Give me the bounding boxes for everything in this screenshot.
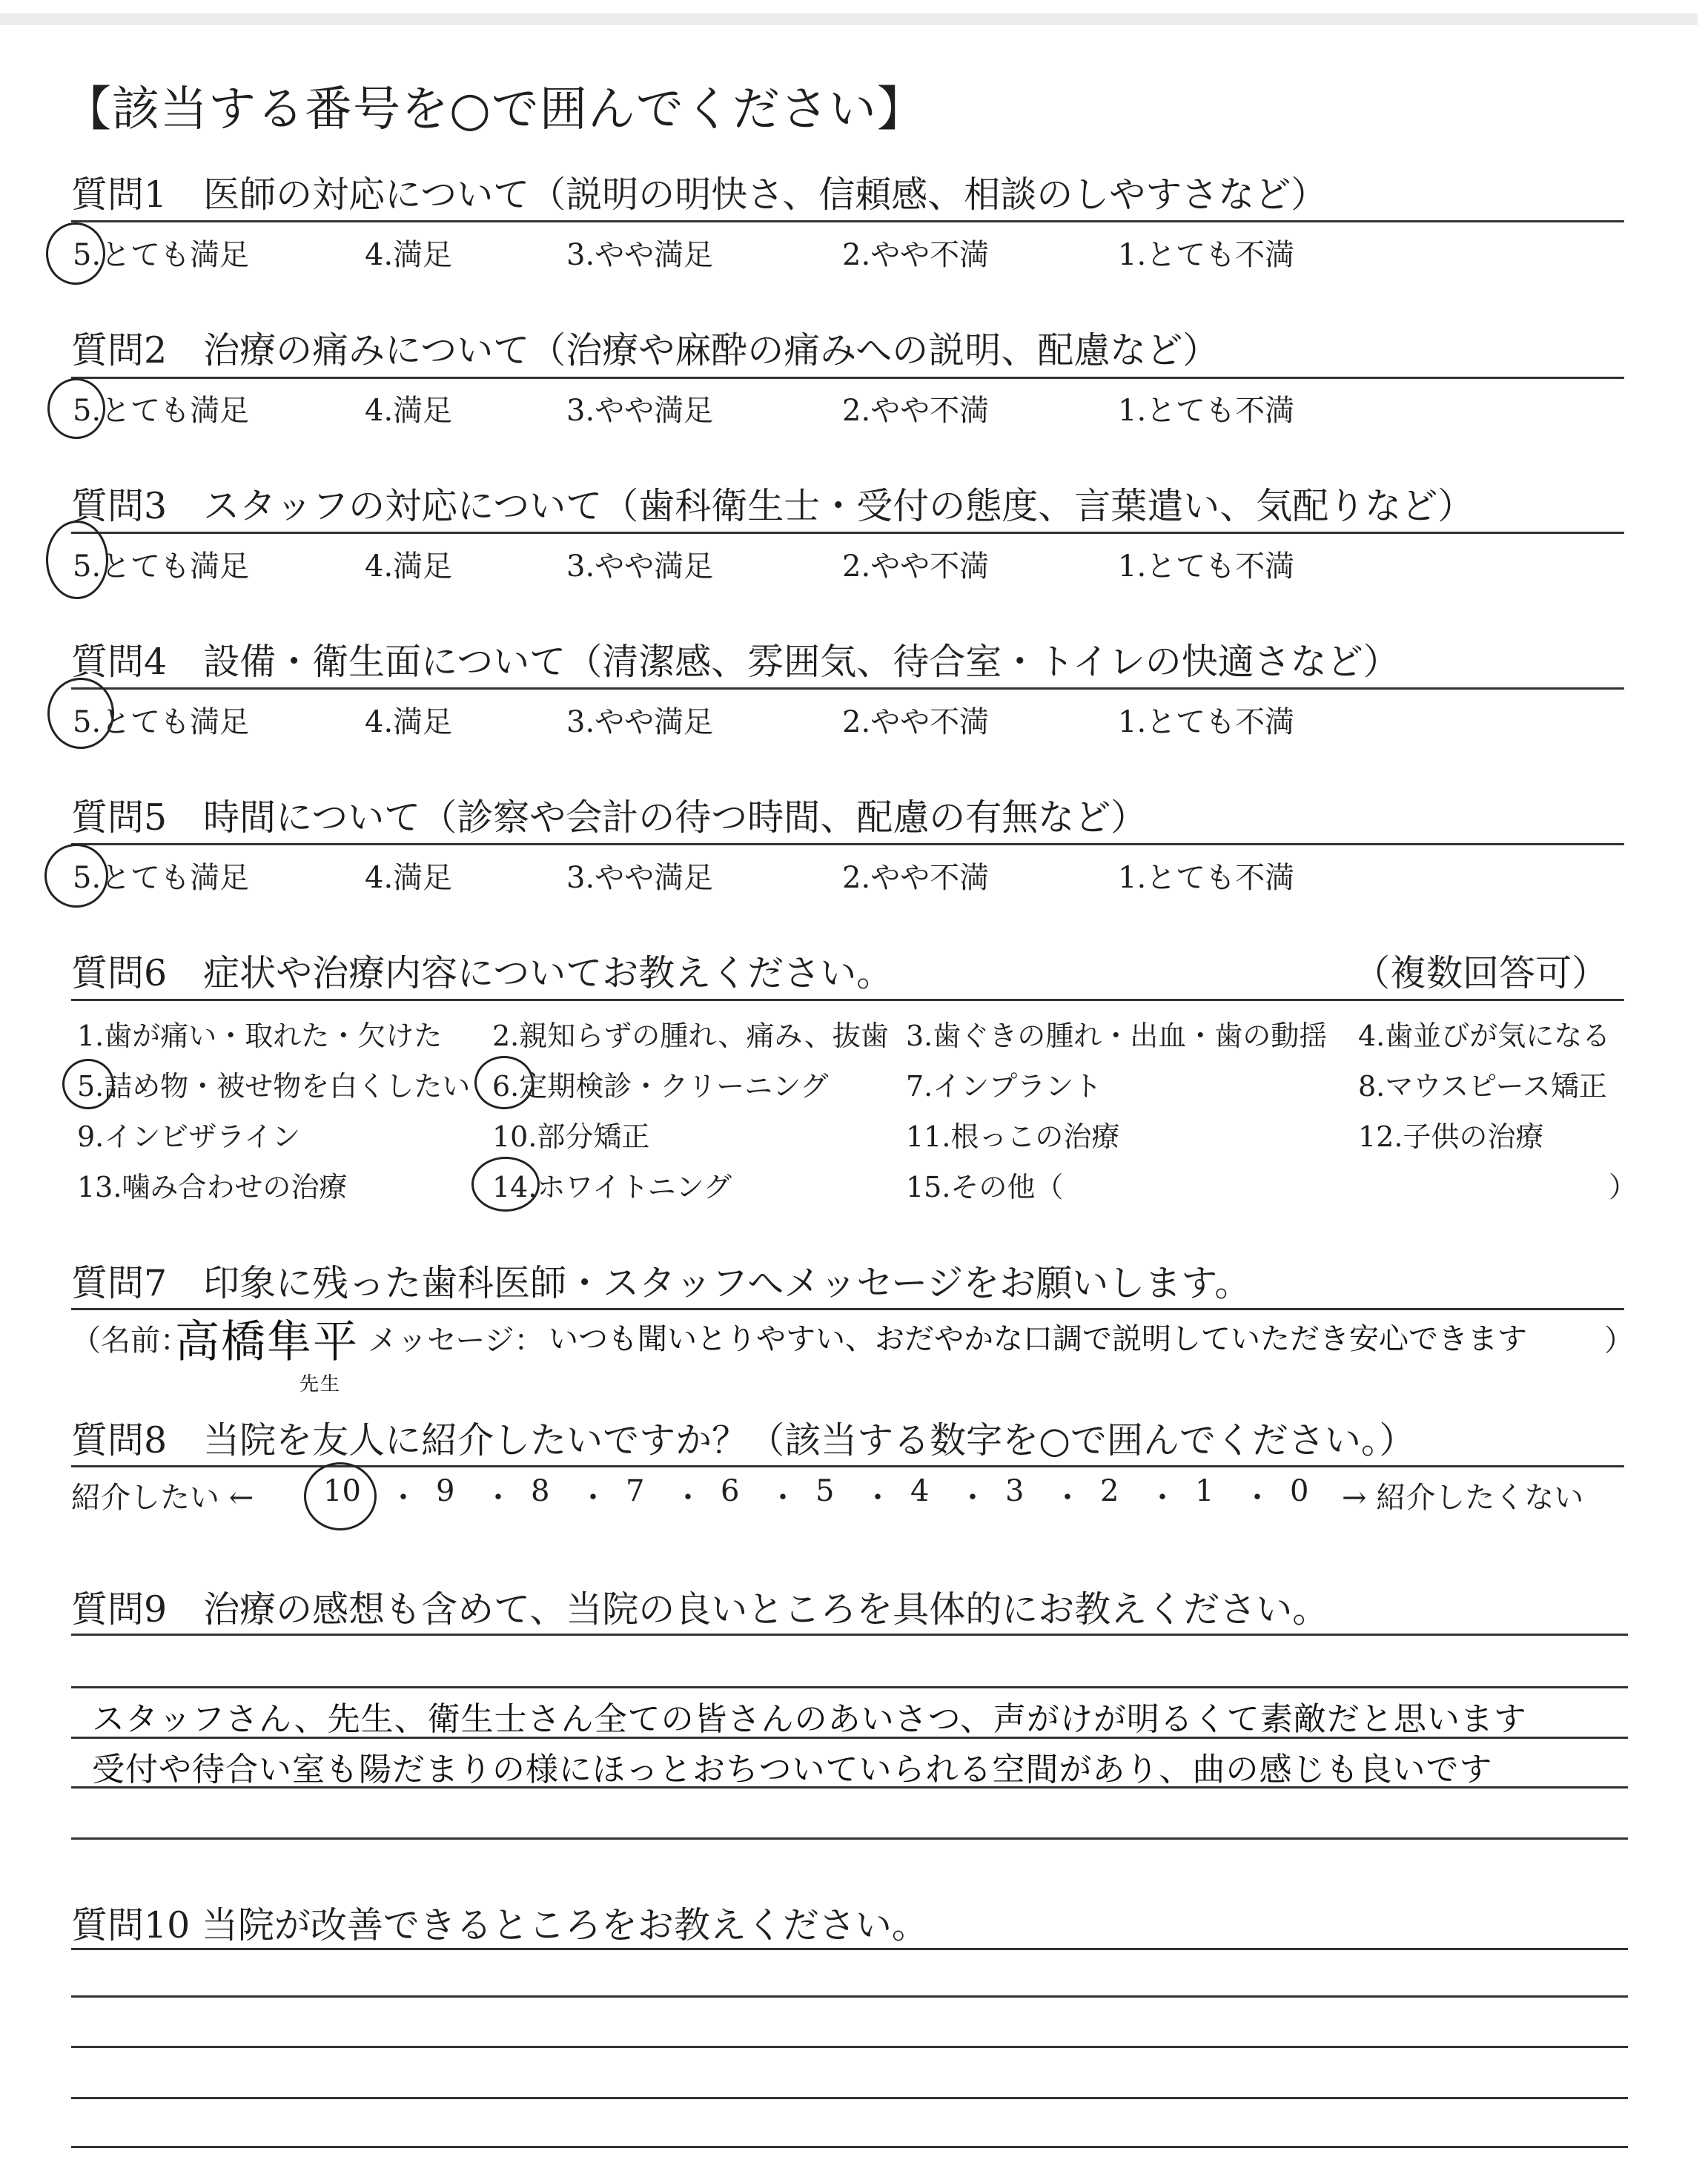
q8-scale-0[interactable]: 0 [1290, 1474, 1309, 1508]
q4-option-2[interactable]: 2.やや不満 [842, 705, 990, 739]
q5-option-5[interactable]: 5.とても満足 [73, 861, 250, 895]
q5-option-4[interactable]: 4.満足 [365, 861, 453, 895]
q9-line-2 [71, 1686, 1628, 1688]
q6-underline [71, 999, 1624, 1001]
q6-title: 質問6 症状や治療内容についてお教えください。 [71, 952, 893, 994]
q8-separator: ・ [578, 1481, 608, 1515]
q8-answer-circle [304, 1462, 377, 1530]
q7-name-handwritten: 高橋隼平 [175, 1316, 359, 1368]
q8-scale-9[interactable]: 9 [436, 1474, 455, 1508]
q2-underline [71, 377, 1624, 379]
q6-item-1[interactable]: 1.歯が痛い・取れた・欠けた [77, 1020, 443, 1052]
q3-answer-circle [46, 521, 108, 599]
q8-title: 質問8 当院を友人に紹介したいですか？（該当する数字を○で囲んでください。） [71, 1419, 1416, 1462]
q10-title: 質問10 当院が改善できるところをお教えください。 [71, 1904, 928, 1946]
q5-option-3[interactable]: 3.やや満足 [566, 861, 714, 895]
q2-answer-circle [47, 378, 105, 439]
q6-item-3[interactable]: 3.歯ぐきの腫れ・出血・歯の動揺 [906, 1020, 1328, 1052]
q8-underline [71, 1465, 1624, 1467]
q6-item-13[interactable]: 13.噛み合わせの治療 [77, 1171, 348, 1203]
q8-separator: ・ [388, 1481, 418, 1515]
q4-answer-circle [47, 678, 114, 749]
q3-title: 質問3 スタッフの対応について（歯科衛生士・受付の態度、言葉遣い、気配りなど） [71, 485, 1474, 527]
q2-option-2[interactable]: 2.やや不満 [842, 394, 990, 428]
q1-underline [71, 220, 1624, 222]
q8-separator: ・ [1053, 1481, 1082, 1515]
q2-option-4[interactable]: 4.満足 [365, 394, 453, 428]
q9-line-1 [71, 1634, 1628, 1636]
q8-scale-5[interactable]: 5 [815, 1474, 835, 1508]
q8-scale-2[interactable]: 2 [1100, 1474, 1119, 1508]
q7-message-label: メッセージ： [368, 1324, 544, 1358]
q5-answer-circle [44, 844, 108, 908]
q2-option-1[interactable]: 1.とても不満 [1118, 394, 1295, 428]
q5-underline [71, 843, 1624, 845]
q8-scale-10[interactable]: 10 [323, 1474, 361, 1508]
q8-separator: ・ [673, 1481, 703, 1515]
q4-title: 質問4 設備・衛生面について（清潔感、雰囲気、待合室・トイレの快適さなど） [71, 641, 1400, 683]
q6-item-9[interactable]: 9.インビザライン [77, 1120, 301, 1153]
page-heading: 【該当する番号を○で囲んでください】 [64, 82, 925, 137]
q10-line-1 [71, 1948, 1628, 1950]
q8-separator: ・ [1242, 1481, 1272, 1515]
q7-close-paren: ） [1604, 1324, 1634, 1358]
q6-item-2[interactable]: 2.親知らずの腫れ、痛み、抜歯 [492, 1020, 889, 1052]
q6-item-15-close: ） [1609, 1171, 1638, 1203]
q1-answer-circle [46, 222, 105, 285]
q1-option-3[interactable]: 3.やや満足 [566, 238, 714, 272]
q2-option-5[interactable]: 5.とても満足 [73, 394, 250, 428]
q6-item-11[interactable]: 11.根っこの治療 [906, 1120, 1120, 1153]
q8-separator: ・ [863, 1481, 893, 1515]
q6-item-14[interactable]: 14.ホワイトニング [492, 1171, 732, 1203]
q5-option-1[interactable]: 1.とても不満 [1118, 861, 1295, 895]
q10-line-5 [71, 2146, 1628, 2148]
q2-title: 質問2 治療の痛みについて（治療や麻酔の痛みへの説明、配慮など） [71, 329, 1219, 371]
q1-option-5[interactable]: 5.とても満足 [73, 238, 250, 272]
q6-item-6-circle [474, 1056, 534, 1109]
q8-scale-4[interactable]: 4 [910, 1474, 930, 1508]
q8-right-label: → 紹介したくない [1342, 1481, 1584, 1515]
q6-item-15[interactable]: 15.その他（ [906, 1171, 1064, 1203]
q9-answer-line-2: 受付や待合い室も陽だまりの様にほっとおちついていられる空間があり、曲の感じも良いです [92, 1751, 1493, 1789]
q10-line-3 [71, 2046, 1628, 2048]
q1-option-4[interactable]: 4.満足 [365, 238, 453, 272]
q7-title: 質問7 印象に残った歯科医師・スタッフへメッセージをお願いします。 [71, 1262, 1251, 1304]
q1-option-1[interactable]: 1.とても不満 [1118, 238, 1295, 272]
q4-option-3[interactable]: 3.やや満足 [566, 705, 714, 739]
q3-option-4[interactable]: 4.満足 [365, 549, 453, 584]
q2-option-3[interactable]: 3.やや満足 [566, 394, 714, 428]
q8-scale-7[interactable]: 7 [626, 1474, 645, 1508]
q4-option-1[interactable]: 1.とても不満 [1118, 705, 1295, 739]
q10-line-4 [71, 2097, 1628, 2099]
q4-underline [71, 687, 1624, 690]
q6-multiple-note: （複数回答可） [1354, 952, 1609, 994]
q6-item-8[interactable]: 8.マウスピース矯正 [1358, 1070, 1607, 1103]
q3-option-5[interactable]: 5.とても満足 [73, 549, 250, 584]
q3-underline [71, 532, 1624, 534]
q9-answer-line-1: スタッフさん、先生、衛生士さん全ての皆さんのあいさつ、声がけが明るくて素敵だと思います [92, 1700, 1527, 1738]
q7-name-label: （名前： [71, 1324, 190, 1358]
q8-separator: ・ [483, 1481, 513, 1515]
q8-scale-3[interactable]: 3 [1005, 1474, 1025, 1508]
q3-option-2[interactable]: 2.やや不満 [842, 549, 990, 584]
q6-item-7[interactable]: 7.インプラント [906, 1070, 1102, 1103]
q8-scale-8[interactable]: 8 [531, 1474, 550, 1508]
scan-top-band [0, 13, 1698, 25]
q8-scale-1[interactable]: 1 [1195, 1474, 1214, 1508]
q10-line-2 [71, 1995, 1628, 1998]
q6-item-14-circle [471, 1157, 540, 1212]
q8-separator: ・ [1148, 1481, 1177, 1515]
q6-item-12[interactable]: 12.子供の治療 [1358, 1120, 1544, 1153]
q8-separator: ・ [768, 1481, 798, 1515]
q8-scale-6[interactable]: 6 [721, 1474, 740, 1508]
q5-title: 質問5 時間について（診察や会計の待つ時間、配慮の有無など） [71, 796, 1148, 839]
q6-item-5-circle [62, 1059, 114, 1109]
q6-item-5[interactable]: 5.詰め物・被せ物を白くしたい [77, 1070, 471, 1103]
q9-title: 質問9 治療の感想も含めて、当院の良いところを具体的にお教えください。 [71, 1588, 1329, 1631]
q4-option-4[interactable]: 4.満足 [365, 705, 453, 739]
q1-title: 質問1 医師の対応について（説明の明快さ、信頼感、相談のしやすさなど） [71, 174, 1328, 216]
q6-item-10[interactable]: 10.部分矯正 [492, 1120, 650, 1153]
q4-option-5[interactable]: 5.とても満足 [73, 705, 250, 739]
q7-name-suffix-handwritten: 先生 [299, 1373, 342, 1396]
q9-line-5 [71, 1837, 1628, 1840]
q1-option-2[interactable]: 2.やや不満 [842, 238, 990, 272]
q7-message-handwritten: いつも聞いとりやすい、おだやかな口調で説明していただき安心できます [549, 1322, 1527, 1356]
q3-option-3[interactable]: 3.やや満足 [566, 549, 714, 584]
q6-item-4[interactable]: 4.歯並びが気になる [1358, 1020, 1611, 1052]
q8-separator: ・ [958, 1481, 987, 1515]
q6-item-6[interactable]: 6.定期検診・クリーニング [492, 1070, 829, 1103]
q5-option-2[interactable]: 2.やや不満 [842, 861, 990, 895]
q8-left-label: 紹介したい ← [71, 1481, 254, 1515]
q3-option-1[interactable]: 1.とても不満 [1118, 549, 1295, 584]
